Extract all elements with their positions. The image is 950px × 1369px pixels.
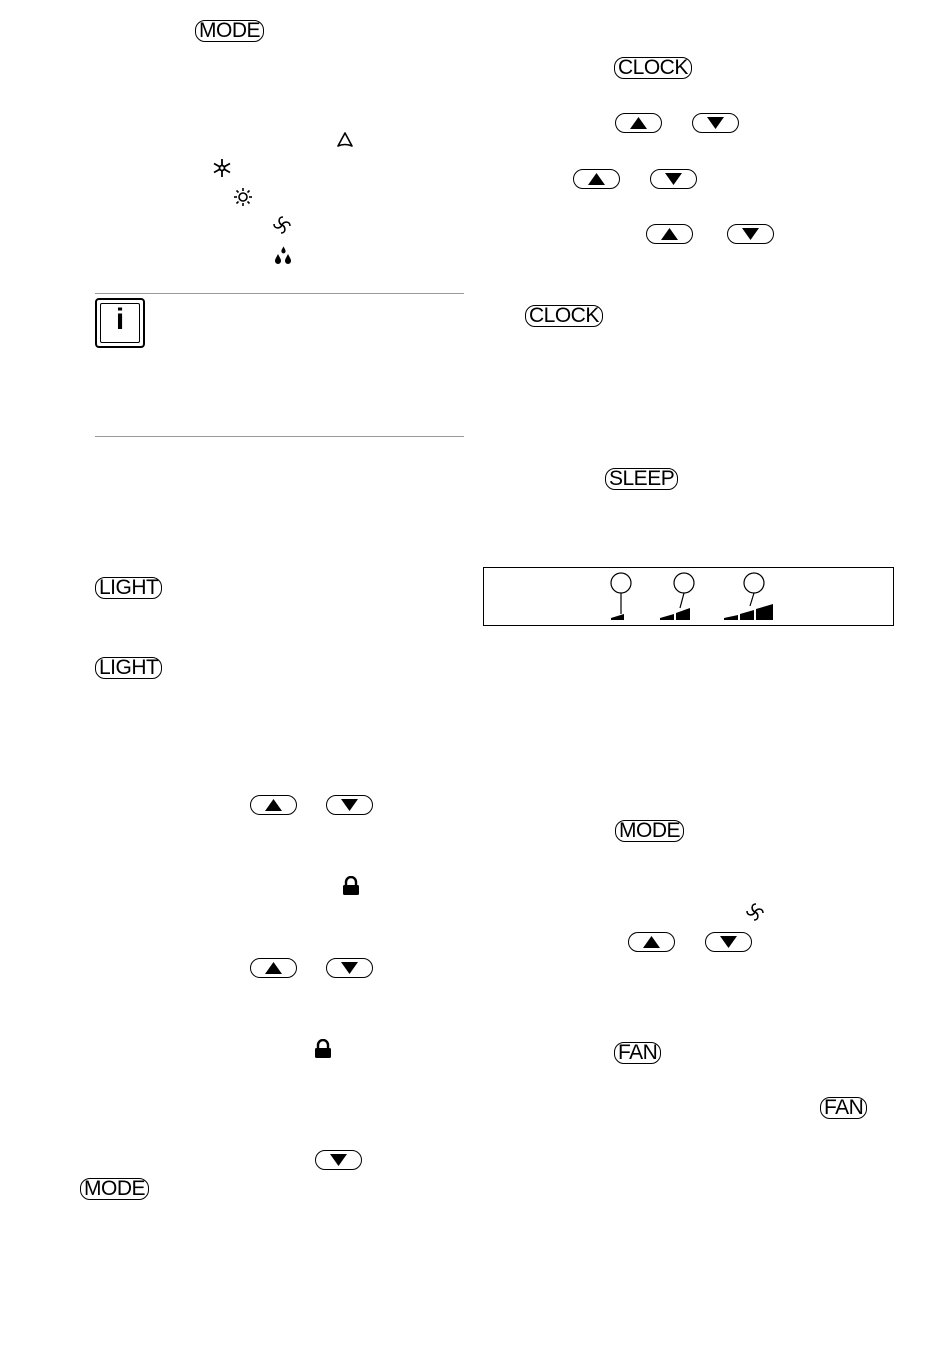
- down-button-3[interactable]: [315, 1150, 362, 1170]
- fan-icon-2: [745, 902, 765, 922]
- fan-key[interactable]: FAN: [614, 1042, 661, 1064]
- up-button-r4[interactable]: [628, 932, 675, 952]
- droplets-icon: [273, 245, 293, 265]
- sleep-levels-figure: [483, 567, 894, 626]
- mode-key[interactable]: MODE: [195, 20, 264, 42]
- sleep-level-icon: [484, 568, 893, 625]
- auto-mode-icon: [335, 130, 355, 150]
- light-key-2[interactable]: LIGHT: [95, 657, 162, 679]
- up-button-r1[interactable]: [615, 113, 662, 133]
- down-button-r2[interactable]: [650, 169, 697, 189]
- info-icon-glyph: i: [115, 303, 125, 336]
- fan-icon: [272, 215, 292, 235]
- clock-key[interactable]: CLOCK: [614, 57, 692, 79]
- light-key[interactable]: LIGHT: [95, 577, 162, 599]
- down-button[interactable]: [326, 795, 373, 815]
- sleep-key[interactable]: SLEEP: [605, 468, 678, 490]
- lock-icon: [341, 876, 361, 896]
- snowflake-icon: [212, 158, 232, 178]
- mode-key-bottom[interactable]: MODE: [80, 1178, 149, 1200]
- down-button-r4[interactable]: [705, 932, 752, 952]
- up-button-r2[interactable]: [573, 169, 620, 189]
- lock-icon-2: [313, 1039, 333, 1059]
- sun-icon: [233, 187, 253, 207]
- up-button[interactable]: [250, 795, 297, 815]
- info-icon: [95, 298, 145, 348]
- down-button-r3[interactable]: [727, 224, 774, 244]
- down-button-r1[interactable]: [692, 113, 739, 133]
- up-button-r3[interactable]: [646, 224, 693, 244]
- note-bottom-rule: [95, 436, 464, 437]
- up-button-2[interactable]: [250, 958, 297, 978]
- clock-key-2[interactable]: CLOCK: [525, 305, 603, 327]
- fan-key-2[interactable]: FAN: [820, 1097, 867, 1119]
- down-button-2[interactable]: [326, 958, 373, 978]
- note-top-rule: [95, 293, 464, 294]
- mode-key-2[interactable]: MODE: [615, 820, 684, 842]
